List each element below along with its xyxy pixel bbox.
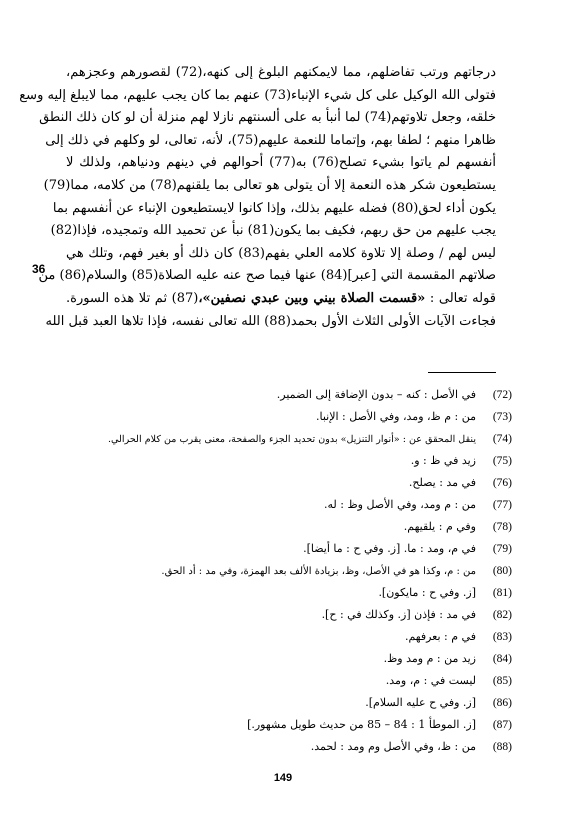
footnote: [60, 384, 512, 406]
footnote: [60, 472, 512, 494]
footnote: [60, 714, 512, 736]
text-line: ظاهرا منهم ؛ لطفا بهم، وإتماما للنعمة عليهم(75)، لأنه، تعالى، لو وكلهم في ذلك إلى: [45, 132, 496, 148]
footnotes: [60, 384, 512, 758]
quote-prefix: قوله تعالى :: [425, 290, 496, 306]
footnote-number: (72): [492, 389, 512, 401]
footnote-text: زيد في ظ : و.: [410, 454, 476, 467]
footnote-text: في م : بعرفهم.: [404, 630, 476, 643]
footnote-text: من : م ومد، وفي الأصل وظ : له.: [324, 498, 476, 511]
text-line: فتولى الله الوكيل على كل شيء الإنباء(73) عنهم بما كان يجب عليهم، مما لايبلغ إليه وسع: [19, 87, 496, 103]
footnote: [60, 494, 512, 516]
footnote-text: وفي م : يلقيهم.: [403, 520, 476, 533]
footnote: [60, 670, 512, 692]
margin-folio-number: 36: [32, 262, 46, 276]
footnote: [60, 538, 512, 560]
footnote-number: (77): [492, 499, 512, 511]
footnote-divider: [428, 372, 496, 373]
footnote-text: في الأصل : كنه – بدون الإضافة إلى الضمير.: [276, 388, 476, 401]
footnote-text: [ز. وفي ح : مايكون].: [378, 586, 476, 599]
footnote-number: (85): [492, 675, 512, 687]
footnote-number: (82): [492, 609, 512, 621]
footnote: [60, 692, 512, 714]
footnote-number: (86): [492, 697, 512, 709]
footnote-number: (87): [492, 719, 512, 731]
footnote-text: من : م ظ، ومد، وفي الأصل : الإنبا.: [315, 410, 476, 423]
hadith-quote: «قسمت الصلاة بيني وبين عبدي نصفين»،: [198, 290, 426, 306]
text-line-quote: [66, 288, 496, 311]
footnote-number: (81): [492, 587, 512, 599]
text-line: يجب عليهم من حق ربهم، فكيف بما يكون(81) نبأ عن تحميد الله وتمجيده، فإذا(82): [50, 223, 496, 239]
page-number: 149: [273, 772, 293, 784]
text-line: يكون أداء لحق(80) فضله عليهم بذلك، وإذا كانوا لايستطيعون الإنباء عن أنفسهم بما: [52, 200, 496, 216]
footnote-text: [ز. الموطأ 1 : 84 – 85 من حديث طويل مشهور.]: [247, 718, 476, 731]
footnote: [60, 626, 512, 648]
footnote-number: (88): [492, 741, 512, 753]
footnote-text: زيد من : م ومد وظ.: [383, 652, 476, 665]
footnote-number: (75): [492, 455, 512, 467]
text-line: درجاتهم ورتب تفاضلهم، مما لايمكنهم البلوغ إلى كنهه،(72) لقصورهم وعجزهم،: [66, 65, 496, 80]
footnote-number: (78): [492, 521, 512, 533]
footnote: [60, 516, 512, 538]
footnote-number: (84): [492, 653, 512, 665]
footnote: [60, 450, 512, 472]
footnote-number: (79): [492, 543, 512, 555]
text-line: أنفسهم لم ياتوا بشيء تصلح(76) به(77) أحوالهم في دينهم ودنياهم، ولذلك لا: [66, 155, 497, 171]
footnote: [60, 604, 512, 626]
footnote-number: (74): [492, 433, 512, 445]
footnote: [60, 582, 512, 604]
footnote-text: [ز. وفي ح عليه السلام].: [365, 696, 476, 709]
text-line: ليس لهم / وصلة إلا تلاوة كلامه العلي بفهم(83) كان ذلك أو بغير فهم، وتلك هي: [66, 245, 496, 261]
footnote-number: (80): [492, 565, 512, 577]
footnote-text: في مد : فإذن [ز. وكذلك في : ح].: [321, 608, 476, 621]
footnote: [60, 648, 512, 670]
footnote: [60, 428, 512, 450]
footnote-number: (76): [492, 477, 512, 489]
footnote-text: في مد : يصلح.: [408, 476, 476, 489]
text-line: فجاءت الآيات الأولى الثلاث الأول بحمد(88) الله تعالى نفسه، فإذا تلاها العبد قبل الله: [45, 313, 496, 329]
footnote-text: من : م، وكذا هو في الأصل، وظ، بزيادة الألف بعد الهمزة، وفي مد : أد الحق.: [161, 566, 476, 577]
footnote-text: ليست في : م، ومد.: [385, 674, 476, 687]
footnote: [60, 406, 512, 428]
footnote-text: ينقل المحقق عن : «أنوار التنزيل» بدون تحديد الجزء والصفحة، معنى يقرب من كلام الحرالي.: [107, 434, 476, 445]
text-line: خلقه، وجعل تلاوتهم(74) لما أنبأ به على ألسنتهم نازلا لهم منزلة أن لو كان ذلك النطق: [39, 110, 496, 126]
footnote-text: من : ظ، وفي الأصل وم ومد : لحمد.: [310, 740, 476, 753]
footnote: [60, 560, 512, 582]
text-line: صلاتهم المقسمة التي [عبر](84) عنها فيما صح عنه عليه الصلاة(85) والسلام(86) من: [38, 268, 496, 284]
footnote: [60, 736, 512, 758]
text-line: يستطيعون شكر هذه النعمة إلا أن يتولى هو تعالى بما يلقنهم(78) من كلامه، مما(79): [43, 177, 496, 193]
footnote-number: (83): [492, 631, 512, 643]
footnote-number: (73): [492, 411, 512, 423]
quote-suffix: (87) ثم تلا هذه السورة.: [66, 290, 199, 306]
footnote-text: في م، ومد : ما. [ز. وفي ح : ما أيضا].: [303, 542, 476, 555]
